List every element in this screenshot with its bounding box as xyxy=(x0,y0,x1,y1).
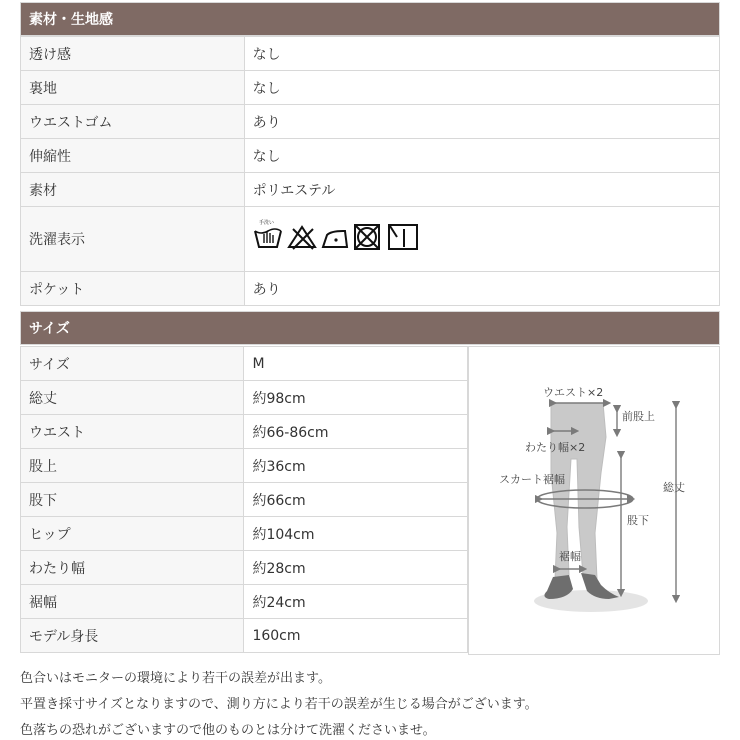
row-label: 洗濯表示 xyxy=(21,207,245,272)
line-dry-shade-icon xyxy=(389,225,417,249)
table-row xyxy=(21,381,468,415)
measurement-diagram xyxy=(468,346,720,655)
material-table xyxy=(20,36,720,306)
table-row xyxy=(21,551,468,585)
note-line: 色合いはモニターの環境により若干の誤差が出ます。 xyxy=(20,671,331,686)
table-row xyxy=(21,105,720,139)
table-row xyxy=(21,517,468,551)
row-label: ウエストゴム xyxy=(21,105,245,139)
skirt-hem-label: スカート裾幅 xyxy=(499,473,565,486)
row-value: なし xyxy=(244,139,719,173)
row-label: 股上 xyxy=(21,449,244,483)
row-value: 約36cm xyxy=(244,449,468,483)
size-section-title: サイズ xyxy=(20,311,720,345)
row-label: ヒップ xyxy=(21,517,244,551)
row-value: なし xyxy=(244,71,719,105)
row-value: 約66cm xyxy=(244,483,468,517)
table-row xyxy=(21,71,720,105)
hand-wash-label: 手洗い xyxy=(258,220,274,226)
table-row xyxy=(21,37,720,71)
waist-label: ウエスト×2 xyxy=(543,386,604,399)
material-section-title: 素材・生地感 xyxy=(20,2,720,36)
table-row xyxy=(21,139,720,173)
row-value: 約24cm xyxy=(244,585,468,619)
row-label: 股下 xyxy=(21,483,244,517)
row-value: 160cm xyxy=(244,619,468,653)
row-value: 約28cm xyxy=(244,551,468,585)
hand-wash-icon xyxy=(255,219,281,247)
inseam-label: 股下 xyxy=(627,514,649,527)
row-label: わたり幅 xyxy=(21,551,244,585)
table-row xyxy=(21,415,468,449)
row-label: モデル身長 xyxy=(21,619,244,653)
row-label: 透け感 xyxy=(21,37,245,71)
row-label: ポケット xyxy=(21,272,245,306)
row-label: 素材 xyxy=(21,173,245,207)
row-value: ポリエステル xyxy=(244,173,719,207)
total-length-label: 総丈 xyxy=(663,481,685,494)
table-row xyxy=(21,449,468,483)
notes xyxy=(20,666,538,740)
row-value: M xyxy=(244,347,468,381)
iron-low-icon xyxy=(323,231,347,247)
thigh-label: わたり幅×2 xyxy=(525,441,586,454)
row-value: なし xyxy=(244,37,719,71)
no-bleach-icon xyxy=(289,227,315,249)
table-row xyxy=(21,207,720,272)
size-table xyxy=(20,346,468,653)
row-value: 約104cm xyxy=(244,517,468,551)
note-line: 平置き採寸サイズとなりますので、測り方により若干の誤差が生じる場合がございます。 xyxy=(20,697,538,712)
table-row xyxy=(21,173,720,207)
row-label: サイズ xyxy=(21,347,244,381)
row-label: 総丈 xyxy=(21,381,244,415)
table-row xyxy=(21,347,468,381)
row-value: 約98cm xyxy=(244,381,468,415)
row-value: あり xyxy=(244,272,719,306)
table-row xyxy=(21,272,720,306)
care-label-cell xyxy=(244,207,719,272)
no-tumble-dry-icon xyxy=(355,225,379,249)
table-row xyxy=(21,585,468,619)
table-row xyxy=(21,483,468,517)
pants-diagram-svg xyxy=(469,347,719,654)
front-rise-label: 前股上 xyxy=(622,410,655,423)
hem-label: 裾幅 xyxy=(559,550,581,563)
row-label: 裾幅 xyxy=(21,585,244,619)
care-icons xyxy=(253,217,433,257)
row-label: 伸縮性 xyxy=(21,139,245,173)
note-line: 色落ちの恐れがございますので他のものとは分けて洗濯くださいませ。 xyxy=(20,723,436,738)
row-value: 約66-86cm xyxy=(244,415,468,449)
row-label: 裏地 xyxy=(21,71,245,105)
row-label: ウエスト xyxy=(21,415,244,449)
table-row xyxy=(21,619,468,653)
row-value: あり xyxy=(244,105,719,139)
